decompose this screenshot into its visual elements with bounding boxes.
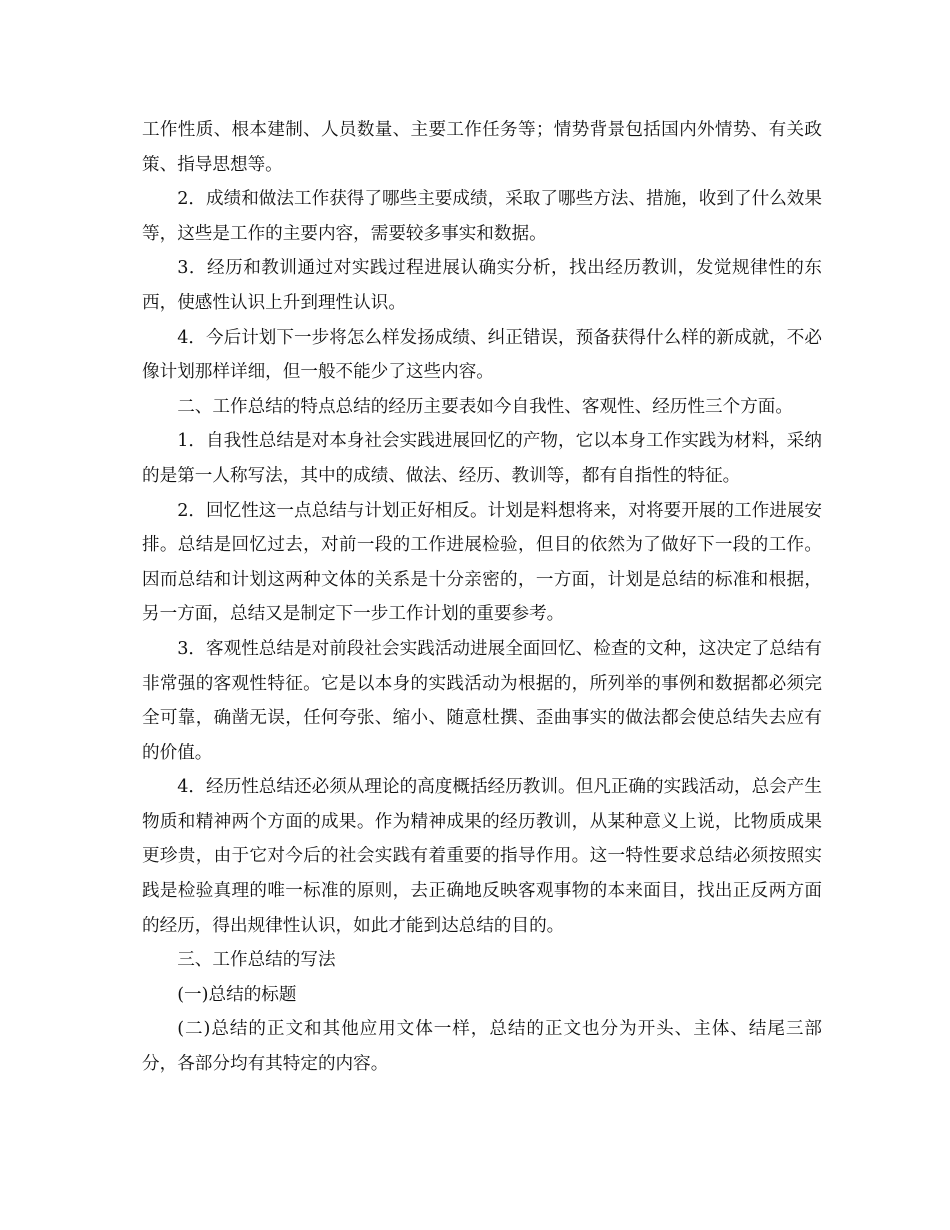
paragraph-future-plan: 4．今后计划下一步将怎么样发扬成绩、纠正错误，预备获得什么样的新成就，不必像计划那样详细，但一般不能少了这些内容。 (142, 327, 822, 383)
paragraph-experience: 3．经历和教训通过对实践过程进展认确实分析，找出经历教训，发觉规律性的东西，使感性认识上升到理性认识。 (142, 258, 822, 313)
section-heading-writing-method: 三、工作总结的写法 (177, 950, 336, 971)
paragraph-experiential: 4．经历性总结还必须从理论的高度概括经历教训。但凡正确的实践活动，总会产生物质和精神两个方面的成果。作为精神成果的经历教训，从某种意义上说，比物质成果更珍贵，由于它对今后的社会实践有着重要的指导作用。这一特性要求总结必须按照实践是检验真理的唯一标准的原则，去正确地反映客观事物的本来面目，找出正反两方面的经历，得出规律性认识，如此才能到达总结的目的。 (142, 777, 822, 936)
paragraph-objectivity: 3．客观性总结是对前段社会实践活动进展全面回忆、检查的文种，这决定了总结有非常强的客观性特征。它是以本身的实践活动为根据的，所列举的事例和数据都必须完全可靠，确凿无误，任何夸张、缩小、随意杜撰、歪曲事实的做法都会使总结失去应有的价值。 (142, 638, 822, 763)
paragraph-continuation: 工作性质、根本建制、人员数量、主要工作任务等；情势背景包括国内外情势、有关政策、指导思想等。 (142, 120, 822, 175)
subsection-body-text: (二)总结的正文和其他应用文体一样，总结的正文也分为开头、主体、结尾三部分，各部分均有其特定的内容。 (142, 1019, 822, 1075)
section-heading-characteristics: 二、工作总结的特点总结的经历主要表如今自我性、客观性、经历性三个方面。 (177, 396, 793, 417)
paragraph-self-nature: 1．自我性总结是对本身社会实践进展回忆的产物，它以本身工作实践为材料，采纳的是第一人称写法，其中的成绩、做法、经历、教训等，都有自指性的特征。 (142, 431, 822, 486)
paragraph-achievements: 2．成绩和做法工作获得了哪些主要成绩，采取了哪些方法、措施，收到了什么效果等，这些是工作的主要内容，需要较多事实和数据。 (142, 189, 822, 244)
document-body (142, 113, 822, 1082)
subsection-title: (一)总结的标题 (177, 984, 297, 1005)
paragraph-retrospective: 2．回忆性这一点总结与计划正好相反。计划是料想将来，对将要开展的工作进展安排。总结是回忆过去，对前一段的工作进展检验，但目的依然为了做好下一段的工作。因而总结和计划这两种文体的关系是十分亲密的，一方面，计划是总结的标准和根据，另一方面，总结又是制定下一步工作计划的重要参考。 (142, 500, 822, 625)
